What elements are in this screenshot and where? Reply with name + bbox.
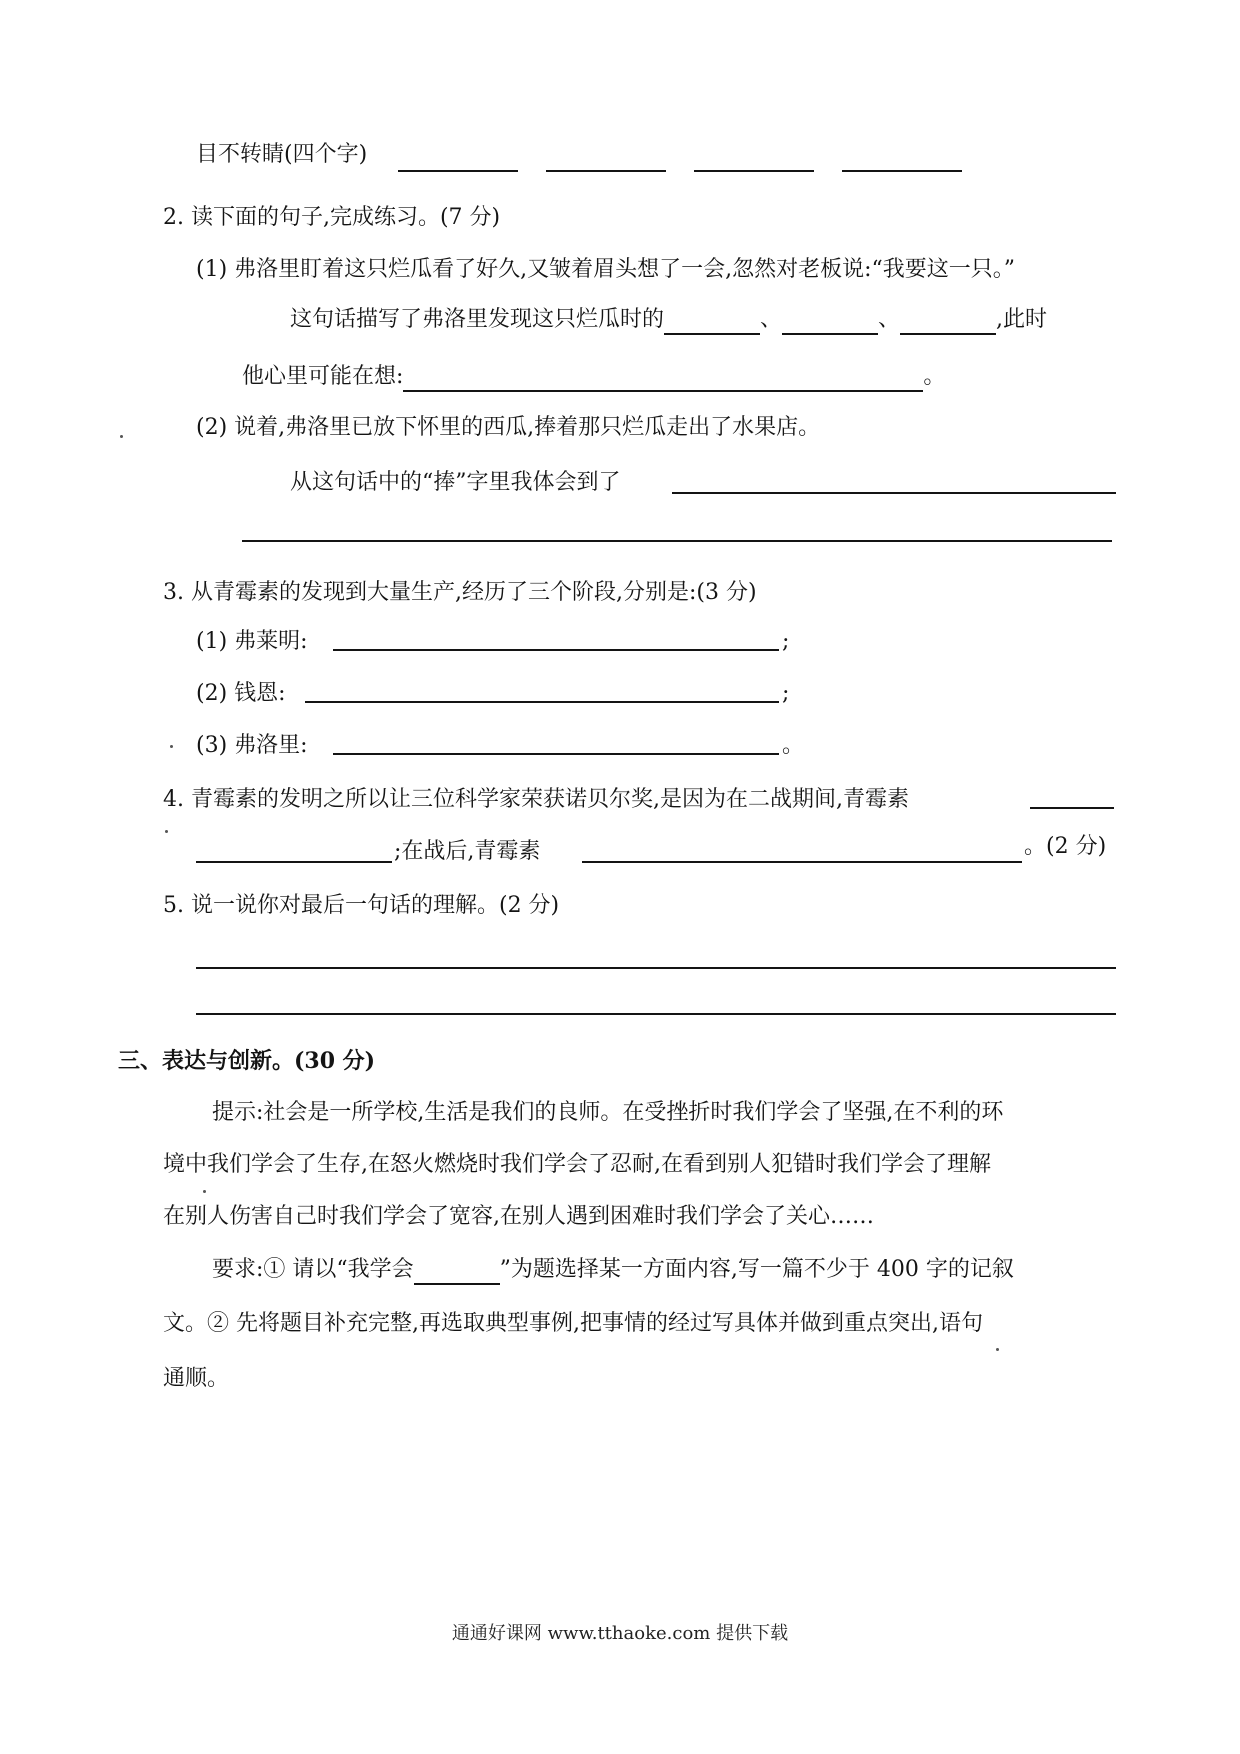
footer-credit: 通通好课网 www.tthaoke.com 提供下载 — [451, 1623, 789, 1644]
q2-sep-1: 、 — [760, 307, 783, 332]
q2-s1-think-line — [242, 362, 945, 392]
q3-item-1-end: ; — [782, 629, 790, 654]
section-3-hint-3: 在别人伤害自己时我们学会了宽容,在别人遇到困难时我们学会了关心…… — [163, 1204, 874, 1229]
scan-speck — [203, 1190, 206, 1193]
section-3-req-1 — [212, 1255, 1014, 1285]
q2-s2-blank-2 — [242, 540, 1112, 542]
q2-s1-blank-3 — [900, 309, 996, 335]
q2-s2-prompt-line — [290, 468, 621, 498]
q2-s1-prompt-b: ,此时 — [996, 307, 1048, 332]
q1-blank-2 — [546, 170, 666, 172]
q3-item-3-end: 。 — [782, 733, 805, 758]
scan-speck — [170, 745, 173, 748]
q4-line-2: ;在战后,青霉素 — [394, 839, 541, 864]
q1-blank-4 — [842, 170, 962, 172]
q4-blank-2 — [196, 861, 392, 863]
q2-s1-blank-2 — [782, 309, 878, 335]
q4-blank-1 — [1030, 807, 1114, 809]
section-3-req-1a: 要求:① 请以“我学会 — [212, 1257, 414, 1282]
q5-blank-2 — [196, 1013, 1116, 1015]
q2-sentence-1: (1) 弗洛里盯着这只烂瓜看了好久,又皱着眉头想了一会,忽然对老板说:“我要这一只。” — [196, 257, 1016, 282]
section-3-req-3: 通顺。 — [163, 1366, 230, 1391]
section-3-hint-2: 境中我们学会了生存,在怒火燃烧时我们学会了忍耐,在看到别人犯错时我们学会了理解 — [163, 1152, 991, 1177]
q3-item-1-label: (1) 弗莱明: — [196, 629, 308, 654]
q2-s2-blank-1 — [672, 492, 1116, 494]
q1-blank-1 — [398, 170, 518, 172]
q3-item-2-end: ; — [782, 681, 790, 706]
scan-speck — [165, 830, 168, 833]
q3-item-2 — [196, 679, 286, 709]
q1-tail-line — [196, 140, 367, 170]
q2-s2-prompt: 从这句话中的“捧”字里我体会到了 — [290, 470, 621, 495]
q3-item-2-label: (2) 钱恩: — [196, 681, 286, 706]
q3-title: 3. 从青霉素的发现到大量生产,经历了三个阶段,分别是:(3 分) — [163, 580, 757, 605]
q3-item-1 — [196, 627, 308, 657]
q2-sentence-2: (2) 说着,弗洛里已放下怀里的西瓜,捧着那只烂瓜走出了水果店。 — [196, 415, 821, 440]
section-3-req-2: 文。② 先将题目补充完整,再选取典型事例,把事情的经过写具体并做到重点突出,语句 — [163, 1311, 983, 1336]
q2-s1-think-blank — [403, 366, 923, 392]
section-3-req-1b: ”为题选择某一方面内容,写一篇不少于 400 字的记叙 — [499, 1257, 1014, 1282]
q5-blank-1 — [196, 967, 1116, 969]
section-3-hint-1: 提示:社会是一所学校,生活是我们的良师。在受挫折时我们学会了坚强,在不利的环 — [212, 1100, 1004, 1125]
q1-tail-label: 目不转睛(四个字) — [196, 142, 368, 167]
q2-sep-2: 、 — [878, 307, 901, 332]
q2-s1-prompt-c: 他心里可能在想: — [242, 364, 404, 389]
q3-item-1-blank — [333, 649, 779, 651]
q4-blank-3 — [582, 861, 1022, 863]
q3-item-2-blank — [305, 701, 779, 703]
q3-item-3-label: (3) 弗洛里: — [196, 733, 308, 758]
q4-line-1: 4. 青霉素的发明之所以让三位科学家荣获诺贝尔奖,是因为在二战期间,青霉素 — [163, 787, 909, 812]
q2-s1-prompt-a: 这句话描写了弗洛里发现这只烂瓜时的 — [290, 307, 665, 332]
q2-period: 。 — [923, 364, 946, 389]
section-3-heading: 三、表达与创新。(30 分) — [118, 1048, 376, 1074]
q4-line-3: 。(2 分) — [1024, 834, 1107, 859]
q3-item-3 — [196, 731, 308, 761]
q1-blank-3 — [694, 170, 814, 172]
q2-s1-blank-1 — [664, 309, 760, 335]
essay-title-blank — [414, 1259, 500, 1285]
scan-speck — [120, 435, 123, 438]
q2-title: 2. 读下面的句子,完成练习。(7 分) — [163, 205, 501, 230]
q3-item-3-blank — [333, 753, 779, 755]
q5-title: 5. 说一说你对最后一句话的理解。(2 分) — [163, 893, 560, 918]
scan-speck — [996, 1348, 999, 1351]
q2-s1-prompt-line — [290, 305, 1047, 335]
